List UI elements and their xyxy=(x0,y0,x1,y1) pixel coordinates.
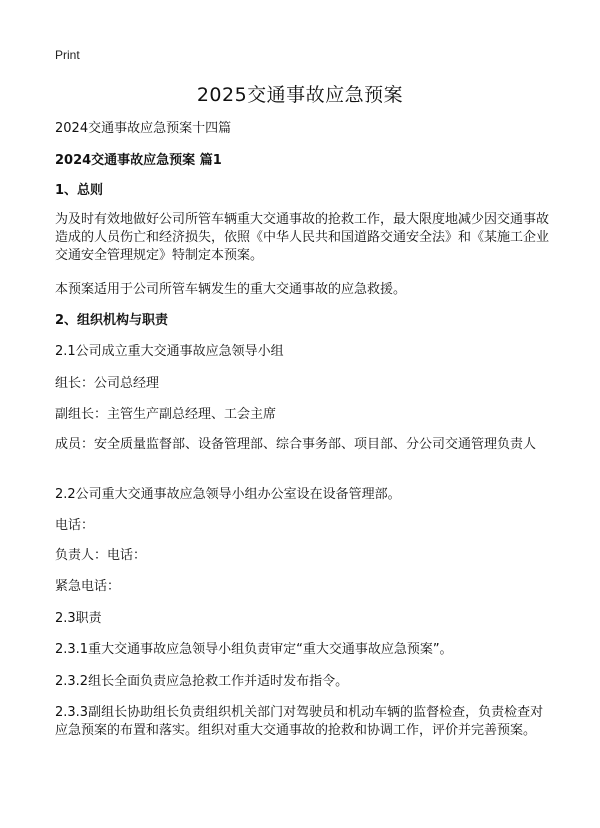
document-title: 2025交通事故应急预案 xyxy=(196,84,404,106)
paragraph-2-3-1: 2.3.1重大交通事故应急领导小组负责审定“重大交通事故应急预案”。 xyxy=(55,642,453,657)
paragraph-2-1: 2.1公司成立重大交通事故应急领导小组 xyxy=(55,344,284,359)
section-heading: 2024交通事故应急预案 篇1 xyxy=(55,153,222,168)
paragraph-scope: 本预案适用于公司所管车辆发生的重大交通事故的应急救援。 xyxy=(55,282,407,297)
paragraph-2-2: 2.2公司重大交通事故应急领导小组办公室设在设备管理部。 xyxy=(55,487,401,502)
paragraph-emergency-phone: 紧急电话： xyxy=(55,579,121,594)
subtitle: 2024交通事故应急预案十四篇 xyxy=(55,121,232,136)
paragraph-purpose: 为及时有效地做好公司所管车辆重大交通事故的抢救工作，最大限度地减少因交通事故造成的人员伤亡和经济损失，依照《中华人民共和国道路交通安全法》和《某施工企业交通安全管理规定》特制定本预案。 xyxy=(55,212,550,263)
heading-organization: 2、组织机构与职责 xyxy=(55,313,169,328)
paragraph-members: 成员：安全质量监督部、设备管理部、综合事务部、项目部、分公司交通管理负责人 xyxy=(55,437,537,452)
paragraph-2-3-2: 2.3.2组长全面负责应急抢救工作并适时发布指令。 xyxy=(55,674,349,689)
paragraph-leader: 组长：公司总经理 xyxy=(55,376,160,391)
paragraph-2-3: 2.3职责 xyxy=(55,611,102,626)
print-link[interactable]: Print xyxy=(55,48,80,62)
heading-general: 1、总则 xyxy=(55,183,104,198)
paragraph-phone: 电话： xyxy=(55,518,95,533)
paragraph-person-in-charge: 负责人：电话： xyxy=(55,548,147,563)
paragraph-deputy-leader: 副组长：主管生产副总经理、工会主席 xyxy=(55,407,277,422)
paragraph-2-3-3: 2.3.3副组长协助组长负责组织机关部门对驾驶员和机动车辆的监督检查，负责检查对应急预案的布置和落实。组织对重大交通事故的抢救和协调工作，评价并完善预案。 xyxy=(55,705,544,738)
